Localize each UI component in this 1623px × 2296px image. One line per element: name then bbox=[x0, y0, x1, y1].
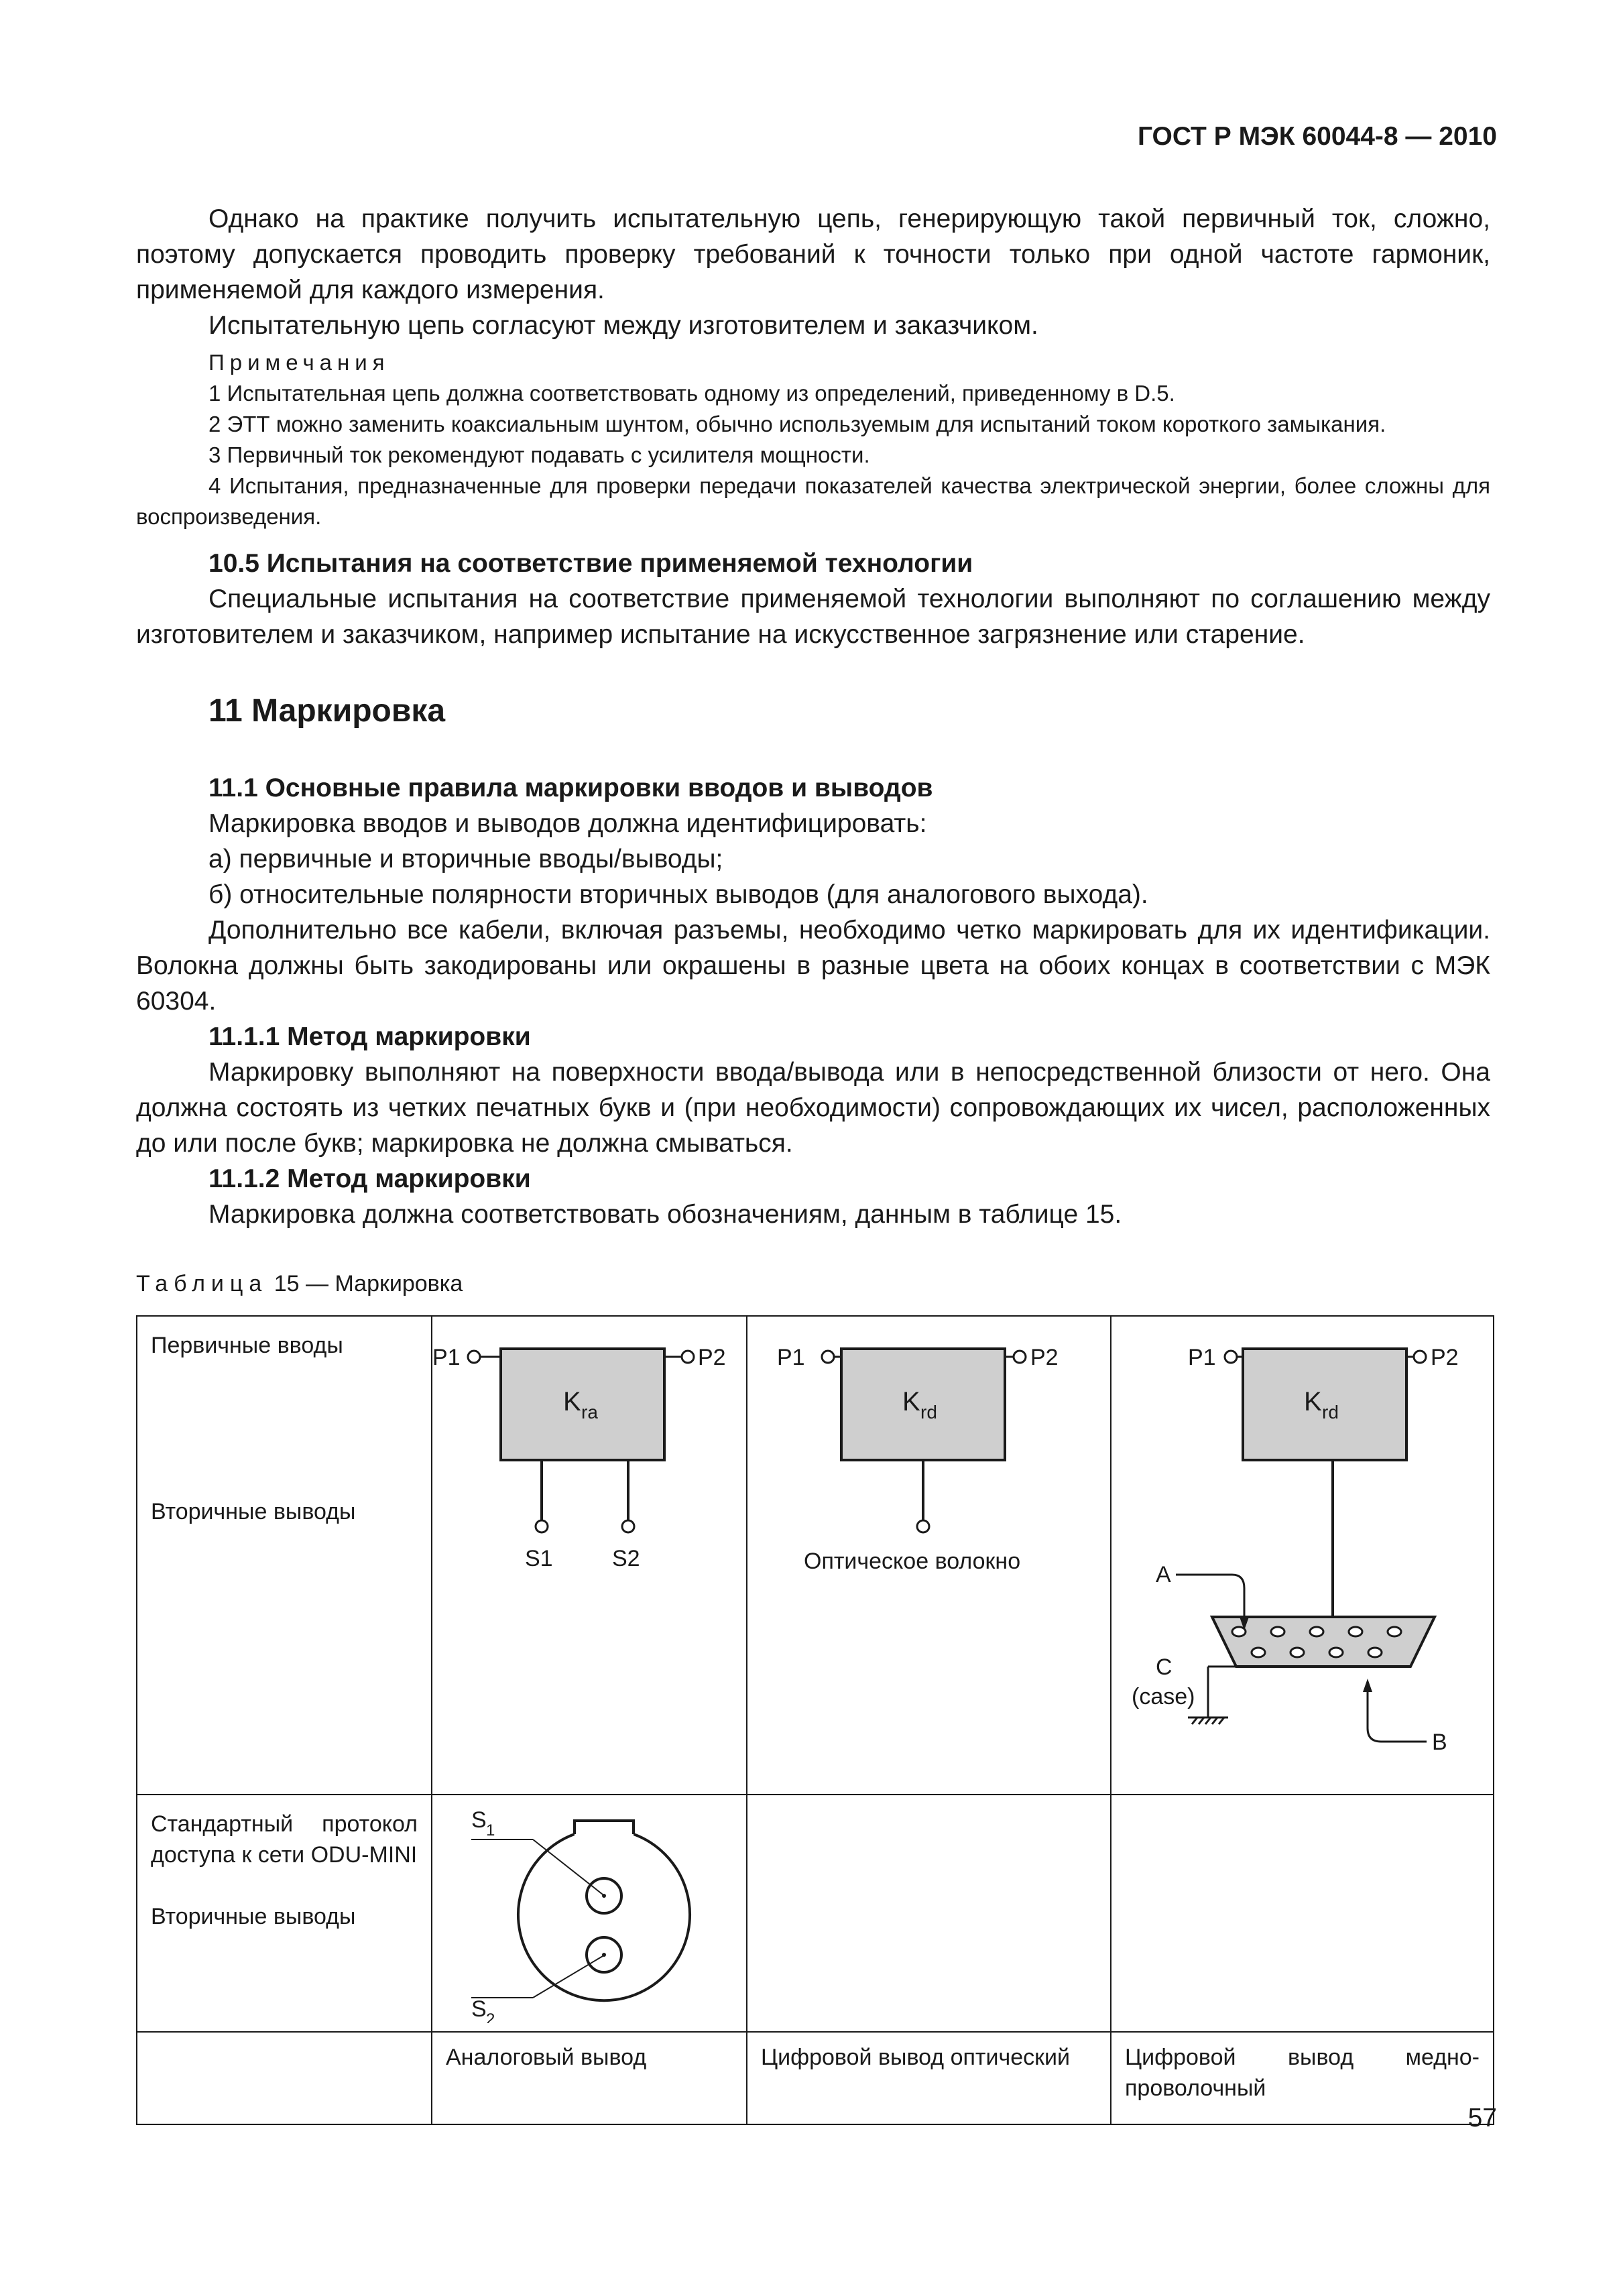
table-caption bbox=[136, 1268, 1490, 1299]
terminal-p2-icon bbox=[682, 1351, 694, 1363]
table-cell-empty bbox=[747, 1795, 1111, 2032]
intro-paragraph-1: Однако на практике получить испытательную цепь, генерирующую такой первичный ток, сложно, поэтому допускается проводить проверку требований к точности только при одной частоте гармоник, применяемой для каждого измерения. bbox=[136, 204, 1490, 304]
section-10-5-heading: 10.5 Испытания на соответствие применяемой технологии bbox=[208, 549, 973, 578]
label-p1: P1 bbox=[432, 1345, 461, 1370]
section-11-1-heading: 11.1 Основные правила маркировки вводов и выводов bbox=[208, 774, 933, 802]
table-row bbox=[137, 2032, 1494, 2124]
label-k: K bbox=[902, 1387, 920, 1416]
table-cell-labels bbox=[137, 1316, 432, 1795]
copper-diagram-cell bbox=[1111, 1316, 1494, 1795]
table-caption-word: Таблица bbox=[136, 1271, 268, 1296]
label-s2-letter: S bbox=[471, 1996, 487, 2022]
note-3: 3 Первичный ток рекомендуют подавать с усилителя мощности. bbox=[208, 442, 870, 467]
table-cell-labels bbox=[137, 1795, 432, 2032]
terminal-s2-icon bbox=[622, 1520, 634, 1532]
table-caption-title: 15 — Маркировка bbox=[274, 1271, 463, 1296]
table-row bbox=[137, 1795, 1494, 2032]
note-1: 1 Испытательная цепь должна соответствовать одному из определений, приведенному в D.5. bbox=[208, 381, 1175, 406]
label-s1-sub: 1 bbox=[486, 1821, 495, 1839]
table-cell-empty bbox=[1111, 1795, 1494, 2032]
section-11-1-1-paragraph: Маркировку выполняют на поверхности ввода/вывода или в непосредственной близости от него. Она должна состоять из четких печатных букв и (при необходимости) сопровождающих их чисел, расположенных до или после букв; маркировка не должна смываться. bbox=[136, 1058, 1490, 1158]
document-id: ГОСТ Р МЭК 60044-8 — 2010 bbox=[1137, 122, 1497, 151]
analog-output-diagram bbox=[432, 1317, 747, 1538]
primary-inputs-label: Первичные вводы bbox=[151, 1333, 343, 1358]
analog-diagram-cell bbox=[432, 1316, 747, 1795]
optical-diagram-cell bbox=[747, 1316, 1111, 1795]
odu-mini-connector-diagram bbox=[432, 1795, 747, 2023]
section-11-heading: 11 Маркировка bbox=[208, 693, 446, 729]
secondary-outputs-label-2: Вторичные выводы bbox=[151, 1904, 356, 1929]
notes-heading: Примечания bbox=[208, 350, 390, 375]
label-p1: P1 bbox=[777, 1345, 805, 1370]
section-11-1-2-heading: 11.1.2 Метод маркировки bbox=[208, 1164, 531, 1193]
digital-optical-caption: Цифровой вывод оптический bbox=[747, 2032, 1111, 2124]
note-4: 4 Испытания, предназначенные для проверки передачи показателей качества электрической энергии, более сложны для воспроизведения. bbox=[136, 473, 1490, 529]
arrow-b-icon bbox=[1368, 1700, 1427, 1742]
page-content bbox=[136, 201, 1490, 2125]
terminal-s1-icon bbox=[536, 1520, 548, 1532]
label-s2: S2 bbox=[612, 1546, 640, 1571]
terminal-p2-icon bbox=[1014, 1351, 1026, 1363]
note-2: 2 ЭТТ можно заменить коаксиальным шунтом, обычно используемым для испытаний током короткого замыкания. bbox=[208, 412, 1386, 436]
marking-table bbox=[136, 1315, 1494, 2125]
label-s1-letter: S bbox=[471, 1807, 487, 1833]
section-11-1-1-heading: 11.1.1 Метод маркировки bbox=[208, 1022, 531, 1051]
label-k-sub: rd bbox=[1322, 1402, 1339, 1423]
section-10-5-paragraph: Специальные испытания на соответствие применяемой технологии выполняют по соглашению между изготовителем и заказчиком, например испытание на искусственное загрязнение или старение. bbox=[136, 585, 1490, 649]
terminal-p1-icon bbox=[468, 1351, 480, 1363]
label-s1: S1 bbox=[525, 1546, 553, 1571]
arrow-a-icon bbox=[1176, 1575, 1244, 1622]
copper-output-diagram bbox=[1111, 1317, 1494, 1786]
page-number: 57 bbox=[1467, 2104, 1497, 2132]
label-c: C bbox=[1156, 1654, 1173, 1680]
terminal-p1-icon bbox=[822, 1351, 834, 1363]
secondary-outputs-label: Вторичные выводы bbox=[151, 1499, 356, 1524]
optical-connector-icon bbox=[917, 1520, 929, 1532]
label-k: K bbox=[1304, 1387, 1322, 1416]
label-case: (case) bbox=[1132, 1684, 1195, 1709]
section-11-1-paragraph-1: Маркировка вводов и выводов должна идентифицировать: bbox=[208, 809, 927, 838]
table-cell-empty bbox=[137, 2032, 432, 2124]
label-p2: P2 bbox=[1431, 1345, 1459, 1370]
terminal-p2-icon bbox=[1414, 1351, 1426, 1363]
label-b: B bbox=[1432, 1730, 1447, 1755]
ground-icon bbox=[1188, 1717, 1228, 1724]
label-p2: P2 bbox=[1030, 1345, 1059, 1370]
terminal-p1-icon bbox=[1225, 1351, 1237, 1363]
label-p1: P1 bbox=[1188, 1345, 1216, 1370]
label-p2: P2 bbox=[698, 1345, 726, 1370]
odu-mini-label: Стандартный протокол доступа к сети ODU-MINI bbox=[151, 1811, 418, 1868]
label-k-sub: rd bbox=[920, 1402, 937, 1423]
odu-diagram-cell bbox=[432, 1795, 747, 2032]
intro-paragraph-2: Испытательную цепь согласуют между изготовителем и заказчиком. bbox=[208, 311, 1038, 340]
analog-output-caption: Аналоговый вывод bbox=[432, 2032, 747, 2124]
section-11-1-item-b: б) относительные полярности вторичных выводов (для аналогового выхода). bbox=[208, 880, 1148, 909]
label-optical-fiber: Оптическое волокно bbox=[804, 1549, 1021, 1574]
digital-copper-caption: Цифровой вывод медно-проволочный bbox=[1111, 2032, 1494, 2124]
label-k: K bbox=[563, 1387, 581, 1416]
section-11-1-paragraph-2: Дополнительно все кабели, включая разъемы, необходимо четко маркировать для их идентификации. Волокна должны быть закодированы или окрашены в разные цвета на обоих концах в соответствии с МЭК 60304. bbox=[136, 916, 1490, 1016]
section-11-1-item-a: а) первичные и вторичные вводы/выводы; bbox=[208, 845, 723, 873]
table-row bbox=[137, 1316, 1494, 1795]
label-s2-sub: 2 bbox=[486, 2010, 495, 2023]
section-11-1-2-paragraph: Маркировка должна соответствовать обозначениям, данным в таблице 15. bbox=[208, 1200, 1122, 1229]
optical-output-diagram bbox=[747, 1317, 1111, 1598]
label-k-sub: ra bbox=[581, 1402, 598, 1423]
label-a: A bbox=[1156, 1562, 1171, 1587]
